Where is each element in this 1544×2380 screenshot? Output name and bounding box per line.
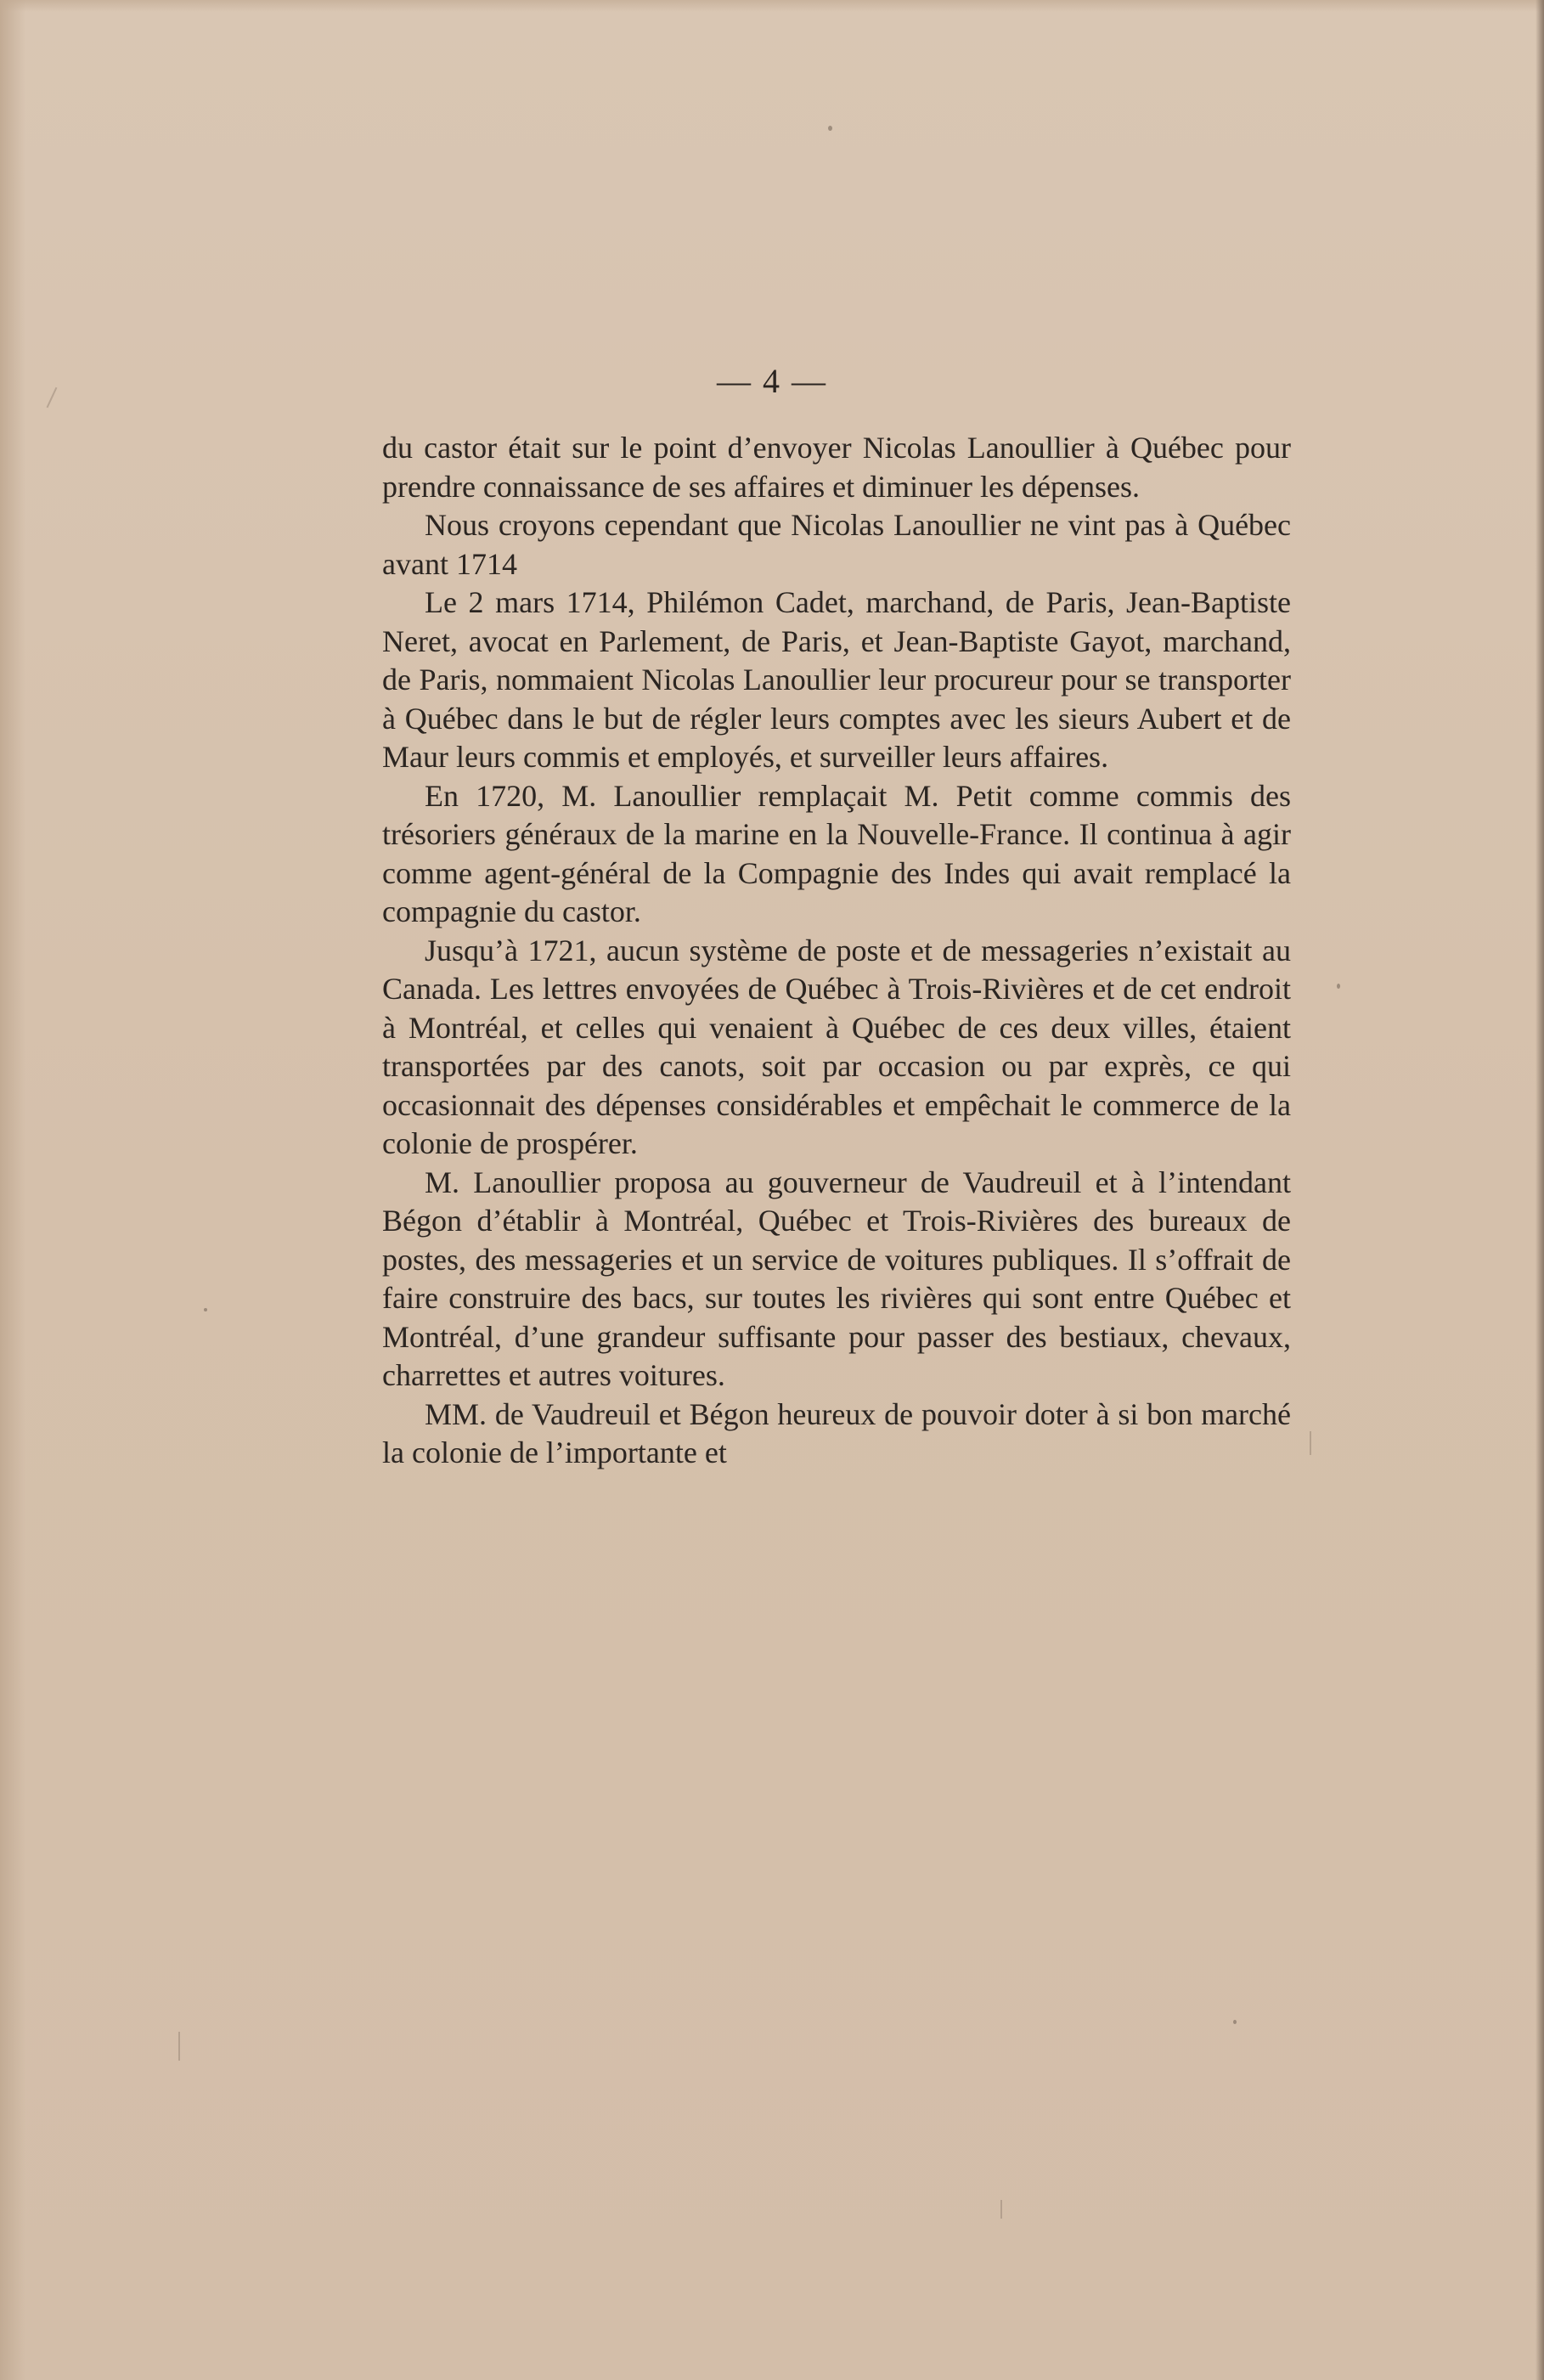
paragraph-6: M. Lanoullier proposa au gouverneur de Vaudreuil et à l’intendant Bégon d’établir à Montréal, Québec et Trois-Rivières des bureaux de postes, des messageries et un service de voitures publiques. Il s’offrait de faire construire des bacs, sur toutes les rivières qui sont entre Québec et Montréal, d’une grandeur suffisante pour passer des bestiaux, chevaux, charrettes et autres voitures. [382,1165,1291,1392]
paragraph-5: Jusqu’à 1721, aucun système de poste et de messageries n’existait au Canada. Les lettres envoyées de Québec à Trois-Rivières et de cet endroit à Montréal, et celles qui venaient à Québec de ces deux villes, étaient transportées par des canots, soit par occasion ou par exprès, ce qui occasionnait des dépenses considérables et empêchait le commerce de la colonie de prospérer. [382,933,1291,1160]
page-number: — 4 — [717,362,827,400]
scan-mark [178,2032,180,2061]
paragraph-7: MM. de Vaudreuil et Bégon heureux de pouvoir doter à si bon marché la colonie de l’importante et [382,1396,1291,1469]
paragraph-1: du castor était sur le point d’envoyer Nicolas Lanoullier à Québec pour prendre connaissance de ses affaires et diminuer les dépenses. [382,431,1291,504]
scan-speck [204,1308,207,1311]
scan-mark [1000,2200,1002,2219]
paragraph-3: Le 2 mars 1714, Philémon Cadet, marchand, de Paris, Jean-Baptiste Neret, avocat en Parlement, de Paris, et Jean-Baptiste Gayot, marchand, de Paris, nommaient Nicolas Lanoullier leur procureur pour se transporter à Québec dans le but de régler leurs comptes avec les sieurs Aubert et de Maur leurs commis et employés, et surveiller leurs affaires. [382,585,1291,774]
scan-mark [1310,1431,1311,1455]
body-text [382,429,1291,1473]
scan-speck [1233,2020,1237,2024]
paragraph-4: En 1720, M. Lanoullier remplaçait M. Petit comme commis des trésoriers généraux de la marine en la Nouvelle-France. Il continua à agir comme agent-général de la Compagnie des Indes qui avait remplacé la compagnie du castor. [382,778,1291,928]
page-top-edge [0,0,1544,12]
paragraph-2: Nous croyons cependant que Nicolas Lanoullier ne vint pas à Québec avant 1714 [382,508,1291,581]
page-left-edge [0,0,25,2380]
scan-speck [1337,984,1340,989]
scan-speck [828,126,832,131]
page-right-edge [1536,0,1544,2380]
